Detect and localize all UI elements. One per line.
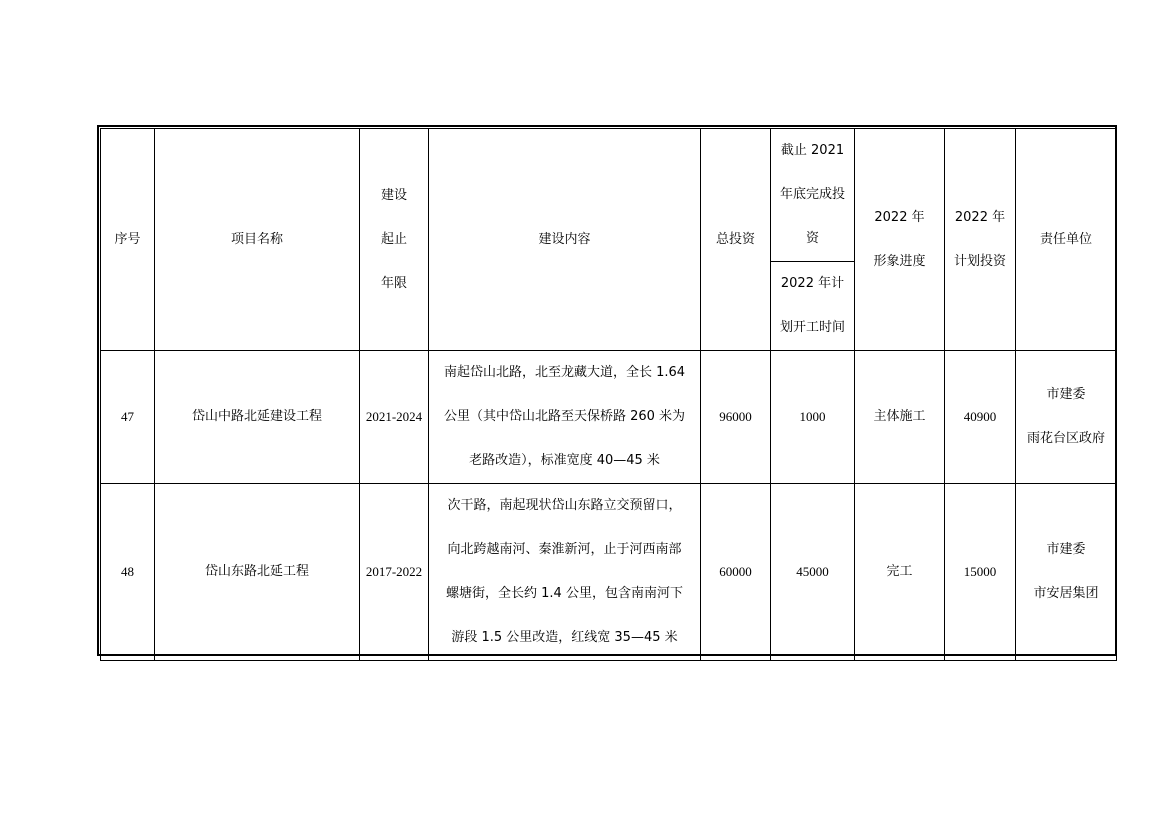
project-table — [100, 128, 1117, 661]
row-unit-line: 市安居集团 — [1033, 586, 1099, 601]
row-project-name: 岱山东路北延工程 — [155, 484, 360, 661]
row-content — [429, 351, 701, 484]
row-unit — [1016, 351, 1117, 484]
row-period: 2021-2024 — [360, 351, 429, 484]
header-period — [360, 129, 429, 351]
row-project-name: 岱山中路北延建设工程 — [155, 351, 360, 484]
header-period-line: 年限 — [380, 275, 407, 291]
row-content-line: 公里（其中岱山北路至天保桥路 260 米为 — [443, 409, 686, 424]
row-seq: 48 — [101, 484, 155, 661]
header-start-time-line: 划开工时间 — [779, 320, 845, 335]
row-completed-investment: 45000 — [771, 484, 855, 661]
row-unit-line: 雨花台区政府 — [1026, 431, 1105, 446]
header-start-time-line: 2022 年计 — [780, 276, 845, 291]
row-completed-investment: 1000 — [771, 351, 855, 484]
row-content-line: 南起岱山北路，北至龙藏大道，全长 1.64 — [443, 365, 686, 380]
header-project-name: 项目名称 — [155, 129, 360, 351]
row-unit — [1016, 484, 1117, 661]
header-period-line: 起止 — [380, 231, 407, 247]
row-unit-line: 市建委 — [1046, 387, 1086, 402]
header-completed-line: 截止 2021 — [780, 143, 845, 158]
row-progress: 主体施工 — [855, 351, 945, 484]
row-total-investment: 60000 — [701, 484, 771, 661]
header-row-top — [101, 129, 1117, 262]
header-plan-line: 2022 年 — [954, 209, 1006, 225]
project-table-frame — [97, 125, 1117, 656]
header-progress-line: 形象进度 — [873, 253, 926, 269]
header-progress-line: 2022 年 — [874, 209, 925, 225]
header-period-line: 建设 — [380, 187, 407, 203]
row-period: 2017-2022 — [360, 484, 429, 661]
row-plan-investment: 15000 — [945, 484, 1016, 661]
row-content-line: 老路改造），标准宽度 40—45 米 — [469, 453, 660, 468]
header-completed-line: 资 — [805, 231, 819, 246]
row-content-line: 次干路，南起现状岱山东路立交预留口， — [447, 498, 682, 513]
row-total-investment: 96000 — [701, 351, 771, 484]
row-progress: 完工 — [855, 484, 945, 661]
header-start-time — [771, 262, 855, 351]
header-completed-line: 年底完成投 — [779, 187, 845, 202]
row-unit-line: 市建委 — [1046, 542, 1086, 557]
header-completed-investment — [771, 129, 855, 262]
row-seq: 47 — [101, 351, 155, 484]
header-seq: 序号 — [101, 129, 155, 351]
row-content — [429, 484, 701, 661]
header-content: 建设内容 — [429, 129, 701, 351]
table-row — [101, 484, 1117, 661]
header-unit: 责任单位 — [1016, 129, 1117, 351]
header-total-investment: 总投资 — [701, 129, 771, 351]
header-plan-investment — [945, 129, 1016, 351]
row-plan-investment: 40900 — [945, 351, 1016, 484]
row-content-line: 螺塘街，全长约 1.4 公里，包含南南河下 — [446, 586, 683, 601]
header-progress — [855, 129, 945, 351]
row-content-line: 向北跨越南河、秦淮新河，止于河西南部 — [447, 542, 682, 557]
table-row — [101, 351, 1117, 484]
row-content-line: 游段 1.5 公里改造，红线宽 35—45 米 — [451, 630, 678, 645]
header-plan-line: 计划投资 — [953, 253, 1006, 269]
